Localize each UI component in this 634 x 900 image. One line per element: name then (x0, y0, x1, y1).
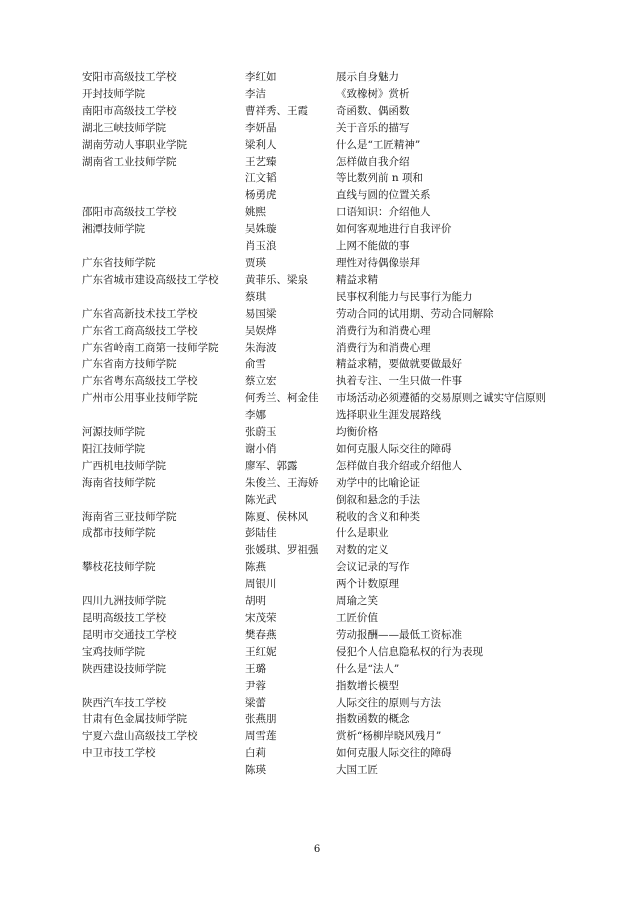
lesson-title: 劝学中的比喻论证 (336, 476, 420, 489)
table-row (82, 695, 582, 712)
school-name: 湖北三峡技师学院 (82, 121, 166, 134)
table-row (82, 137, 582, 154)
teacher-name: 李娜 (245, 409, 266, 422)
lesson-title: 市场活动必须遵循的交易原则之诚实守信原则 (336, 392, 546, 405)
teacher-name: 王红妮 (245, 645, 277, 658)
lesson-title: 等比数列前 n 项和 (336, 172, 423, 185)
teacher-name: 江文韬 (245, 172, 277, 185)
table-row (82, 644, 582, 661)
school-name: 中卫市技工学校 (82, 747, 156, 760)
teacher-name: 尹蓉 (245, 679, 266, 692)
lesson-title: 消费行为和消费心理 (336, 341, 431, 354)
table-row (82, 390, 582, 407)
lesson-title: 赏析“杨柳岸晓风残月” (336, 730, 442, 743)
lesson-title: 指数函数的概念 (336, 713, 410, 726)
school-name: 攀枝花技师学院 (82, 561, 156, 574)
table-row (82, 69, 582, 86)
teacher-name: 胡明 (245, 595, 266, 608)
school-name: 四川九洲技师学院 (82, 595, 166, 608)
lesson-title: 倒叙和悬念的手法 (336, 493, 420, 506)
table-row (82, 661, 582, 678)
school-name: 海南省技师学院 (82, 476, 156, 489)
lesson-title: 工匠价值 (336, 612, 378, 624)
school-name: 阳江技师学院 (82, 442, 145, 455)
table-row (82, 728, 582, 745)
teacher-name: 陈燕 (245, 561, 266, 574)
page-number: 6 (313, 844, 321, 855)
table-row (82, 492, 582, 509)
school-name: 邵阳市高级技工学校 (82, 206, 177, 219)
teacher-name: 张媛琪、罗祖强 (245, 544, 319, 557)
lesson-title: 侵犯个人信息隐私权的行为表现 (336, 645, 483, 658)
lesson-title: 选择职业生涯发展路线 (336, 409, 441, 422)
table-row (82, 509, 582, 526)
school-name: 陕西建设技师学院 (82, 662, 166, 675)
lesson-title: 周瑜之笑 (336, 595, 378, 608)
teacher-name: 梁利人 (245, 138, 277, 151)
table-row (82, 627, 582, 644)
teacher-name: 何秀兰、柯金佳 (245, 392, 319, 405)
lesson-title: 《致橡树》赏析 (336, 87, 410, 100)
table-row (82, 187, 582, 204)
teacher-name: 樊春燕 (245, 628, 277, 641)
table-row (82, 762, 582, 779)
lesson-title: 关于音乐的描写 (336, 121, 410, 134)
lesson-title: 什么是职业 (336, 527, 389, 540)
teacher-name: 李红如 (245, 71, 277, 83)
table-row (82, 255, 582, 272)
lesson-title: 税收的含义和种类 (336, 510, 420, 523)
table-row (82, 103, 582, 120)
lesson-title: 如何客观地进行自我评价 (336, 223, 452, 236)
table-row (82, 204, 582, 221)
lesson-title: 对数的定义 (336, 544, 389, 557)
teacher-name: 易国梁 (245, 307, 277, 320)
teacher-name: 贾瑛 (245, 256, 266, 269)
teacher-name: 王璐 (245, 662, 266, 675)
table-row (82, 542, 582, 559)
lesson-title: 展示自身魅力 (336, 71, 399, 83)
teacher-name: 吴娱烨 (245, 324, 277, 337)
school-name: 广东省粤东高级技工学校 (82, 375, 198, 388)
table-row (82, 120, 582, 137)
table-row (82, 424, 582, 441)
table-row (82, 559, 582, 576)
table-row (82, 407, 582, 424)
school-name: 宁夏六盘山高级技工学校 (82, 730, 198, 743)
table-row (82, 221, 582, 238)
table-row (82, 154, 582, 171)
table-row (82, 272, 582, 289)
lesson-title: 均衡价格 (336, 426, 378, 439)
lesson-title: 如何克服人际交往的障碍 (336, 747, 452, 760)
teacher-name: 朱海波 (245, 341, 277, 354)
teacher-name: 俞雪 (245, 358, 266, 371)
table-row (82, 340, 582, 357)
lesson-title: 精益求精，要做就要做最好 (336, 358, 462, 371)
teacher-name: 张蔚玉 (245, 426, 277, 439)
teacher-name: 陈夏、侯林风 (245, 510, 308, 523)
school-name: 河源技师学院 (82, 426, 145, 439)
table-row (82, 289, 582, 306)
school-name: 湘潭技师学院 (82, 223, 145, 236)
school-name: 成都市技师学院 (82, 527, 156, 540)
table-row (82, 238, 582, 255)
school-name: 广东省南方技师学院 (82, 358, 177, 371)
lesson-title: 人际交往的原则与方法 (336, 696, 441, 709)
lesson-title: 会议记录的写作 (336, 561, 410, 574)
table-row (82, 86, 582, 103)
award-list-table (82, 69, 582, 779)
table-row (82, 525, 582, 542)
school-name: 广东省高新技术技工学校 (82, 307, 198, 320)
school-name: 甘肃有色金属技师学院 (82, 713, 187, 726)
teacher-name: 陈瑛 (245, 764, 266, 777)
lesson-title: 如何克服人际交往的障碍 (336, 442, 452, 455)
teacher-name: 肖玉浪 (245, 240, 277, 253)
school-name: 广东省城市建设高级技工学校 (82, 273, 219, 286)
table-row (82, 458, 582, 475)
school-name: 开封技师学院 (82, 87, 145, 100)
school-name: 广州市公用事业技师学院 (82, 392, 198, 405)
school-name: 广东省工商高级技工学校 (82, 324, 198, 337)
teacher-name: 朱俊兰、王海娇 (245, 476, 319, 489)
school-name: 陕西汽车技工学校 (82, 696, 166, 709)
teacher-name: 周雪莲 (245, 730, 277, 743)
teacher-name: 吴姝璇 (245, 223, 277, 236)
table-row (82, 576, 582, 593)
teacher-name: 梁蕾 (245, 696, 266, 709)
lesson-title: 两个计数原理 (336, 578, 399, 591)
lesson-title: 劳动报酬——最低工资标准 (336, 628, 462, 641)
table-row (82, 610, 582, 627)
school-name: 宝鸡技师学院 (82, 645, 145, 658)
table-row (82, 306, 582, 323)
teacher-name: 陈光武 (245, 493, 277, 506)
teacher-name: 蔡立宏 (245, 375, 277, 388)
table-row (82, 441, 582, 458)
lesson-title: 指数增长模型 (336, 679, 399, 692)
table-row (82, 593, 582, 610)
teacher-name: 李妍晶 (245, 121, 277, 134)
table-row (82, 678, 582, 695)
school-name: 南阳市高级技工学校 (82, 104, 177, 117)
table-row (82, 745, 582, 762)
lesson-title: 怎样做自我介绍或介绍他人 (336, 459, 462, 472)
table-row (82, 711, 582, 728)
table-row (82, 356, 582, 373)
lesson-title: 奇函数、偶函数 (336, 104, 410, 117)
teacher-name: 白莉 (245, 747, 266, 760)
lesson-title: 什么是“法人” (336, 662, 400, 675)
school-name: 昆明高级技工学校 (82, 612, 166, 624)
table-row (82, 170, 582, 187)
lesson-title: 民事权利能力与民事行为能力 (336, 290, 473, 303)
lesson-title: 消费行为和消费心理 (336, 324, 431, 337)
teacher-name: 王艺臻 (245, 155, 277, 168)
school-name: 广西机电技师学院 (82, 459, 166, 472)
lesson-title: 上网不能做的事 (336, 240, 410, 253)
lesson-title: 直线与圆的位置关系 (336, 189, 431, 202)
teacher-name: 谢小俏 (245, 442, 277, 455)
table-row (82, 475, 582, 492)
school-name: 广东省岭南工商第一技师学院 (82, 341, 219, 354)
school-name: 昆明市交通技工学校 (82, 628, 177, 641)
teacher-name: 黄菲乐、梁泉 (245, 273, 308, 286)
teacher-name: 周银川 (245, 578, 277, 591)
lesson-title: 精益求精 (336, 273, 378, 286)
teacher-name: 李洁 (245, 87, 266, 100)
school-name: 湖南劳动人事职业学院 (82, 138, 187, 151)
teacher-name: 彭陆佳 (245, 527, 277, 540)
lesson-title: 口语知识：介绍他人 (336, 206, 431, 219)
teacher-name: 廖军、郭露 (245, 459, 298, 472)
teacher-name: 宋茂荣 (245, 612, 277, 624)
school-name: 广东省技师学院 (82, 256, 156, 269)
teacher-name: 杨勇虎 (245, 189, 277, 202)
lesson-title: 大国工匠 (336, 764, 378, 777)
lesson-title: 理性对待偶像崇拜 (336, 256, 420, 269)
table-row (82, 323, 582, 340)
school-name: 湖南省工业技师学院 (82, 155, 177, 168)
teacher-name: 姚熙 (245, 206, 266, 219)
lesson-title: 劳动合同的试用期、劳动合同解除 (336, 307, 494, 320)
lesson-title: 怎样做自我介绍 (336, 155, 410, 168)
table-row (82, 373, 582, 390)
teacher-name: 蔡琪 (245, 290, 266, 303)
lesson-title: 什么是“工匠精神” (336, 138, 421, 151)
teacher-name: 曹祥秀、王霞 (245, 104, 308, 117)
lesson-title: 执着专注、一生只做一件事 (336, 375, 462, 388)
teacher-name: 张燕朋 (245, 713, 277, 726)
school-name: 海南省三亚技师学院 (82, 510, 177, 523)
school-name: 安阳市高级技工学校 (82, 71, 177, 83)
